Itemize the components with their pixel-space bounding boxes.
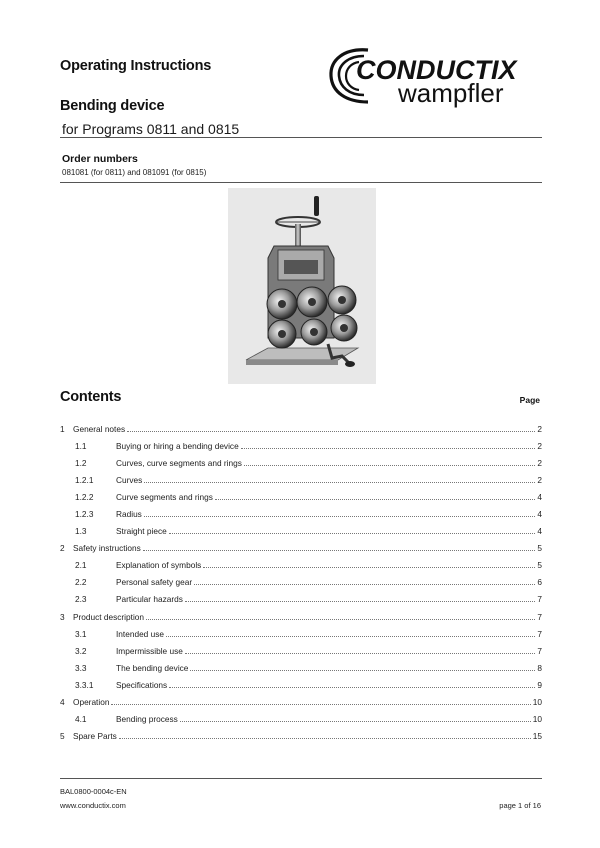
toc-entry[interactable] (60, 437, 542, 454)
toc-entry-page: 10 (532, 697, 542, 708)
toc-entry[interactable] (60, 728, 542, 745)
toc-entry-number: 2.3 (75, 594, 87, 605)
toc-leader-dots (146, 618, 535, 620)
toc-entry[interactable] (60, 420, 542, 437)
toc-entry-page: 4 (537, 491, 542, 502)
toc-leader-dots (180, 720, 531, 722)
toc-entry[interactable] (60, 625, 542, 642)
toc-entry-title: Personal safety gear (116, 577, 193, 588)
toc-entry-title: Explanation of symbols (116, 560, 202, 571)
toc-entry-number: 4.1 (75, 714, 87, 725)
toc-entry[interactable] (60, 608, 542, 625)
toc-leader-dots (203, 566, 535, 568)
footer-website-link[interactable]: www.conductix.com (60, 801, 126, 810)
toc-leader-dots (241, 447, 536, 449)
toc-entry-number: 3.3.1 (75, 679, 94, 690)
toc-entry-title: Spare Parts (73, 731, 117, 742)
toc-entry[interactable] (60, 557, 542, 574)
toc-entry-title: Product description (73, 611, 145, 622)
toc-entry-page: 4 (537, 509, 542, 520)
toc-entry-title: Intended use (116, 628, 164, 639)
toc-leader-dots (143, 549, 536, 551)
toc-entry-page: 2 (537, 457, 542, 468)
toc-entry-title: Straight piece (116, 526, 167, 537)
toc-entry-page: 7 (537, 628, 542, 639)
toc-entry[interactable] (60, 540, 542, 557)
toc-entry-number: 1.2 (75, 457, 87, 468)
toc-entry-title: Operation (73, 697, 110, 708)
toc-leader-dots (190, 669, 535, 671)
logo-text-wampfler: wampfler (398, 78, 504, 108)
toc-entry-page: 7 (537, 645, 542, 656)
toc-entry-title: General notes (73, 423, 126, 434)
toc-leader-dots (111, 703, 530, 705)
toc-entry[interactable] (60, 454, 542, 471)
toc-entry-page: 2 (537, 474, 542, 485)
toc-leader-dots (185, 600, 536, 602)
toc-entry-page: 7 (537, 594, 542, 605)
toc-entry-title: Bending process (116, 714, 178, 725)
toc-entry[interactable] (60, 471, 542, 488)
toc-entry-title: Curves, curve segments and rings (116, 457, 242, 468)
toc-entry-page: 6 (537, 577, 542, 588)
toc-entry-title: Curves (116, 474, 143, 485)
logo-mark-icon (328, 44, 542, 108)
toc-entry-number: 5 (60, 731, 65, 742)
toc-entry[interactable] (60, 574, 542, 591)
toc-leader-dots (127, 430, 535, 432)
toc-entry-title: Safety instructions (73, 543, 141, 554)
toc-entry-number: 1.2.1 (75, 474, 94, 485)
toc-entry-number: 2 (60, 543, 65, 554)
toc-entry-title: Curve segments and rings (116, 491, 213, 502)
toc-entry-number: 4 (60, 697, 65, 708)
toc-entry-title: Radius (116, 509, 142, 520)
toc-entry-number: 2.2 (75, 577, 87, 588)
toc-leader-dots (169, 532, 536, 534)
toc-entry[interactable] (60, 642, 542, 659)
footer-divider (60, 778, 542, 779)
toc-entry-page: 7 (537, 611, 542, 622)
toc-entry-page: 15 (532, 731, 542, 742)
toc-entry[interactable] (60, 505, 542, 522)
document-type-heading: Operating Instructions (60, 58, 212, 74)
toc-entry[interactable] (60, 523, 542, 540)
toc-entry-title: Buying or hiring a bending device (116, 440, 239, 451)
toc-entry-number: 1.2.2 (75, 491, 94, 502)
toc-entry-title: Particular hazards (116, 594, 183, 605)
toc-leader-dots (169, 686, 535, 688)
toc-entry-number: 1.1 (75, 440, 87, 451)
toc-entry-page: 2 (537, 440, 542, 451)
toc-entry-page: 9 (537, 679, 542, 690)
toc-leader-dots (244, 464, 535, 466)
toc-entry-page: 5 (537, 560, 542, 571)
toc-entry[interactable] (60, 694, 542, 711)
toc-leader-dots (144, 515, 536, 517)
conductix-wampfler-logo (328, 44, 542, 108)
order-divider (60, 182, 542, 183)
toc-entry-number: 3.3 (75, 662, 87, 673)
toc-leader-dots (144, 481, 535, 483)
contents-heading: Contents (60, 389, 122, 405)
toc-entry-number: 2.1 (75, 560, 87, 571)
document-subtitle: for Programs 0811 and 0815 (62, 121, 240, 137)
toc-leader-dots (194, 583, 535, 585)
toc-entry-title: Specifications (116, 679, 168, 690)
toc-entry-number: 3.2 (75, 645, 87, 656)
bending-device-photo (228, 188, 376, 384)
table-of-contents (60, 420, 542, 745)
contents-page-column-header: Page (519, 395, 540, 405)
order-numbers-label: Order numbers (62, 153, 138, 165)
toc-entry[interactable] (60, 591, 542, 608)
toc-entry-number: 3.1 (75, 628, 87, 639)
toc-leader-dots (215, 498, 536, 500)
toc-entry-page: 8 (537, 662, 542, 673)
footer-page-indicator: page 1 of 16 (499, 801, 541, 810)
toc-entry-number: 1.3 (75, 526, 87, 537)
toc-entry-number: 3 (60, 611, 65, 622)
toc-entry[interactable] (60, 676, 542, 693)
toc-entry-page: 4 (537, 526, 542, 537)
order-numbers-value: 081081 (for 0811) and 081091 (for 0815) (62, 168, 207, 177)
title-divider (60, 137, 542, 138)
toc-entry-page: 10 (532, 714, 542, 725)
toc-leader-dots (185, 652, 536, 654)
toc-entry[interactable] (60, 488, 542, 505)
toc-entry-title: The bending device (116, 662, 189, 673)
toc-entry-number: 1.2.3 (75, 509, 94, 520)
toc-entry-number: 1 (60, 423, 65, 434)
toc-entry-page: 5 (537, 543, 542, 554)
logo-text-conductix: CONDUCTIX (356, 55, 517, 85)
toc-leader-dots (119, 737, 531, 739)
toc-entry[interactable] (60, 659, 542, 676)
footer-document-number: BAL0800-0004c-EN (60, 787, 127, 796)
toc-entry-title: Impermissible use (116, 645, 183, 656)
toc-leader-dots (166, 635, 535, 637)
toc-entry[interactable] (60, 711, 542, 728)
document-title: Bending device (60, 98, 165, 114)
toc-entry-page: 2 (537, 423, 542, 434)
